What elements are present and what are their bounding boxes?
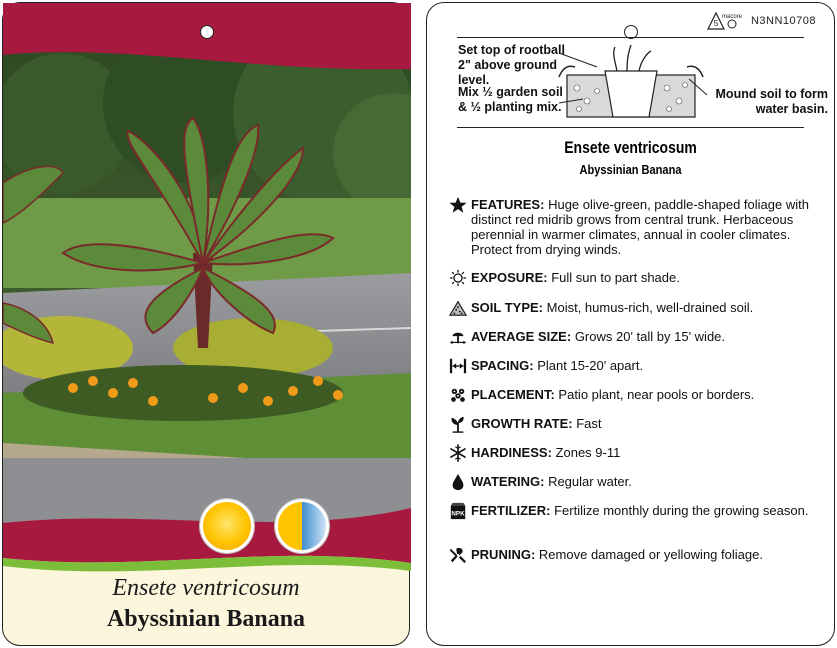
plant-tag-front — [2, 2, 410, 646]
diagram-mound-label: Mound soil to form water basin. — [715, 87, 828, 116]
plant-tag-back: 5 macore N3NN10708 Set top of rootball 2" above ground level. Mix ½ garden soil & ½ planting mix. Mound soil to form water basin. Ensete ventricosum Abyssinian Banana FEATURES: Huge olive-green, paddle-shaped foliage with distinct red midrib grows from central trunk. Herbaceous perennial in warmer climates, annual in cooler climates. Protect from drying winds. EXPOSURE: Full sun to part shade. SOIL TYPE: Moist, humus-rich, well-drained soil. AVERAGE SIZE: Grows 20' tall by 15' wide. SPACING: Plant 15-20' apart. PLACEMENT: Patio plant, near pools or borders. GROWTH RATE: Fast HARDINESS: Zones 9-11 WATERING: Regular water. NPK FERTILIZER: Fertilize monthly during the growing season. PRUNING: Remove damaged or yellowing foliage. — [426, 2, 835, 646]
feature-label: WATERING — [471, 474, 541, 489]
growth-icon — [449, 415, 467, 433]
feature-text: Plant 15-20' apart. — [537, 358, 644, 373]
snowflake-icon — [449, 444, 467, 462]
feature-label: SPACING — [471, 358, 530, 373]
full-sun-icon — [200, 499, 254, 553]
soil-icon — [449, 299, 467, 317]
front-latin-name: Ensete ventricosum — [112, 575, 300, 601]
recycle-number: 5 — [713, 19, 719, 28]
placement-icon — [449, 386, 467, 404]
feature-label: FEATURES — [471, 197, 541, 212]
recycle-brand: macore — [721, 14, 743, 20]
back-latin-name: Ensete ventricosum — [564, 138, 697, 157]
feature-features: FEATURES: Huge olive-green, paddle-shaped foliage with distinct red midrib grows from central trunk. Herbaceous perennial in warmer climates, annual in cooler climates. Protect from drying winds. — [449, 197, 816, 259]
divider — [457, 37, 804, 38]
feature-label: PRUNING — [471, 547, 531, 562]
feature-text: Moist, humus-rich, well-drained soil. — [546, 300, 754, 315]
diagram-mix-label: Mix ½ garden soil & ½ planting mix. — [458, 85, 563, 114]
product-code: N3NN10708 — [750, 15, 816, 27]
feature-text: Huge olive-green, paddle-shaped foliage with distinct red midrib grows from central trunk. Herbaceous perennial in warmer climates, annual in cooler climates. Protect from drying winds. — [471, 197, 809, 257]
diagram-top-label: Set top of rootball 2" above ground level. — [458, 43, 565, 87]
water-drop-icon — [449, 473, 467, 491]
plant-photo — [0, 23, 453, 548]
front-artwork — [3, 3, 411, 647]
planting-diagram — [557, 43, 707, 125]
divider — [457, 127, 804, 128]
pruners-icon — [449, 546, 467, 564]
feature-text: Fertilize monthly during the growing season. — [554, 503, 809, 518]
npk-icon-text: NPK — [451, 510, 465, 518]
feature-label: GROWTH RATE — [471, 416, 569, 431]
feature-label: PLACEMENT — [471, 387, 551, 402]
front-common-name: Abyssinian Banana — [106, 606, 306, 632]
sun-icon — [449, 269, 467, 287]
recycle-icon — [705, 9, 743, 31]
feature-label: HARDINESS — [471, 445, 548, 460]
npk-icon — [449, 502, 467, 520]
feature-text: Zones 9-11 — [555, 445, 621, 460]
feature-label: SOIL TYPE — [471, 300, 539, 315]
feature-label: EXPOSURE — [471, 270, 544, 285]
star-icon — [449, 196, 467, 214]
spacing-icon — [449, 357, 467, 375]
feature-text: Grows 20' tall by 15' wide. — [574, 329, 726, 344]
feature-text: Regular water. — [548, 474, 632, 489]
feature-label: FERTILIZER — [471, 503, 547, 518]
feature-label: AVERAGE SIZE — [471, 329, 567, 344]
feature-text: Fast — [576, 416, 602, 431]
part-shade-icon — [275, 499, 329, 553]
back-common-name: Abyssinian Banana — [579, 162, 682, 177]
feature-text: Full sun to part shade. — [551, 270, 680, 285]
feature-text: Patio plant, near pools or borders. — [558, 387, 755, 402]
feature-text: Remove damaged or yellowing foliage. — [538, 547, 763, 562]
tag-hole — [200, 25, 214, 39]
size-icon — [449, 328, 467, 346]
